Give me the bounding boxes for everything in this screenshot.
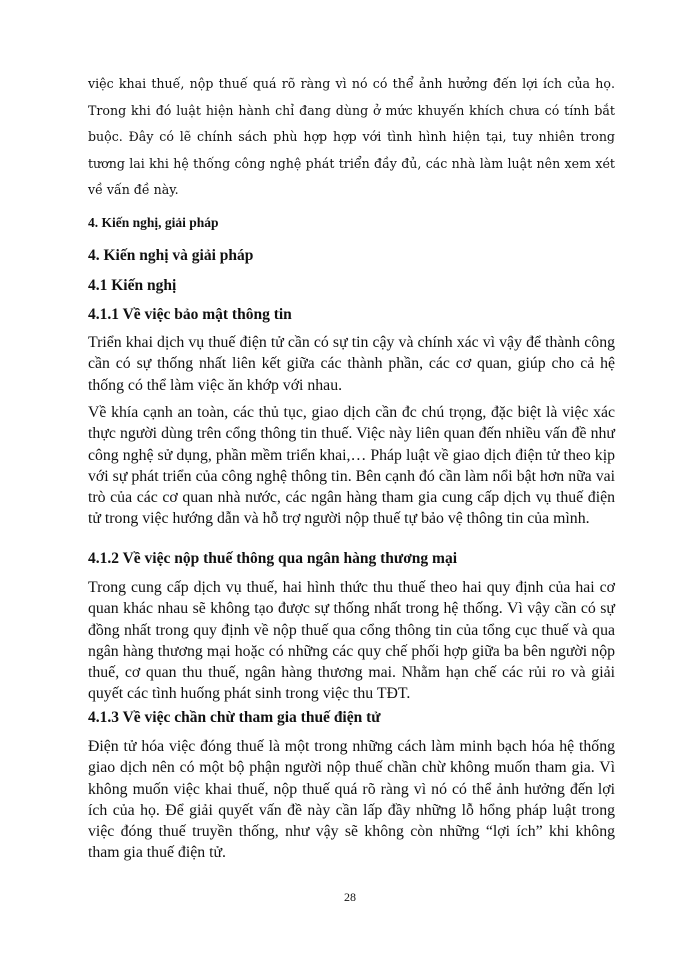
paragraph-4-1-2: Trong cung cấp dịch vụ thuế, hai hình thức thu thuế theo hai quy định của hai cơ quan khác nhau sẽ không tạo được sự thống nhất trong hệ thống. Vì vậy cần có sự đồng nhất trong quy định về nộp thuế qua cổng thông tin của tổng cục thuế và qua ngân hàng thương mại hoặc có những các quy chế phối hợp giữa ba bên người nộp thuế, cơ quan thu thuế, ngân hàng thương mai. Nhằm hạn chế các rủi ro và giải quyết các tình huống phát sinh trong việc thu TĐT. <box>88 579 615 703</box>
heading-4-1-3: 4.1.3 Về việc chần chừ tham gia thuế điện tử <box>88 709 381 726</box>
paragraph-4-1-3: Điện tử hóa việc đóng thuế là một trong những cách làm minh bạch hóa hệ thống giao dịch nên có một bộ phận người nộp thuế chần chừ không muốn tham gia. Vì không muốn việc khai thuế, nộp thuế quá rõ ràng vì nó có thể ảnh hưởng đến lợi ích của họ. Để giải quyết vấn đề này cần lấp đầy những lỗ hổng pháp luật trong việc đóng thuế truyền thống, như vậy sẽ không còn những “lợi ích” khi không tham gia thuế điện tử. <box>88 738 615 862</box>
page-number: 28 <box>344 890 356 904</box>
paragraph-4-1-1-a: Triển khai dịch vụ thuế điện tử cần có sự tin cậy và chính xác vì vậy để thành công cần có sự thống nhất liên kết giữa các thành phần, các cơ quan, giúp cho cả hệ thống có thể làm việc ăn khớp với nhau. <box>88 334 615 394</box>
heading-4-1: 4.1 Kiến nghị <box>88 277 177 294</box>
paragraph-4-1-1-b: Về khía cạnh an toàn, các thủ tục, giao dịch cần đc chú trọng, đặc biệt là việc xác thực người dùng trên cổng thông tin thuế. Việc này liên quan đến nhiều vấn đề như công nghệ sử dụng, phần mềm triển khai,… Pháp luật về giao dịch điện tử theo kịp với sự phát triển của công nghệ thông tin. Bên cạnh đó cần làm nổi bật hơn nữa vai trò của các cơ quan nhà nước, các ngân hàng tham gia cung cấp dịch vụ thuế điện tử trong việc hướng dẫn và hỗ trợ người nộp thuế tự bảo vệ thông tin của mình. <box>88 404 615 528</box>
heading-4-1-2: 4.1.2 Về việc nộp thuế thông qua ngân hàng thương mại <box>88 550 458 567</box>
heading-4: 4. Kiến nghị và giải pháp <box>88 247 254 264</box>
intro-paragraph: việc khai thuế, nộp thuế quá rõ ràng vì nó có thể ảnh hưởng đến lợi ích của họ. Trong khi đó luật hiện hành chỉ đang dùng ở mức khuyến khích chưa có tính bắt buộc. Đây có lẽ chính sách phù hợp hợp với tình hình hiện tại, tuy nhiên trong tương lai khi hệ thống công nghệ phát triển đầy đủ, các nhà làm luật nên xem xét về vấn đề này. <box>88 76 615 197</box>
heading-4-small: 4. Kiến nghị, giải pháp <box>88 215 219 230</box>
heading-4-1-1: 4.1.1 Về việc bảo mật thông tin <box>88 306 292 323</box>
